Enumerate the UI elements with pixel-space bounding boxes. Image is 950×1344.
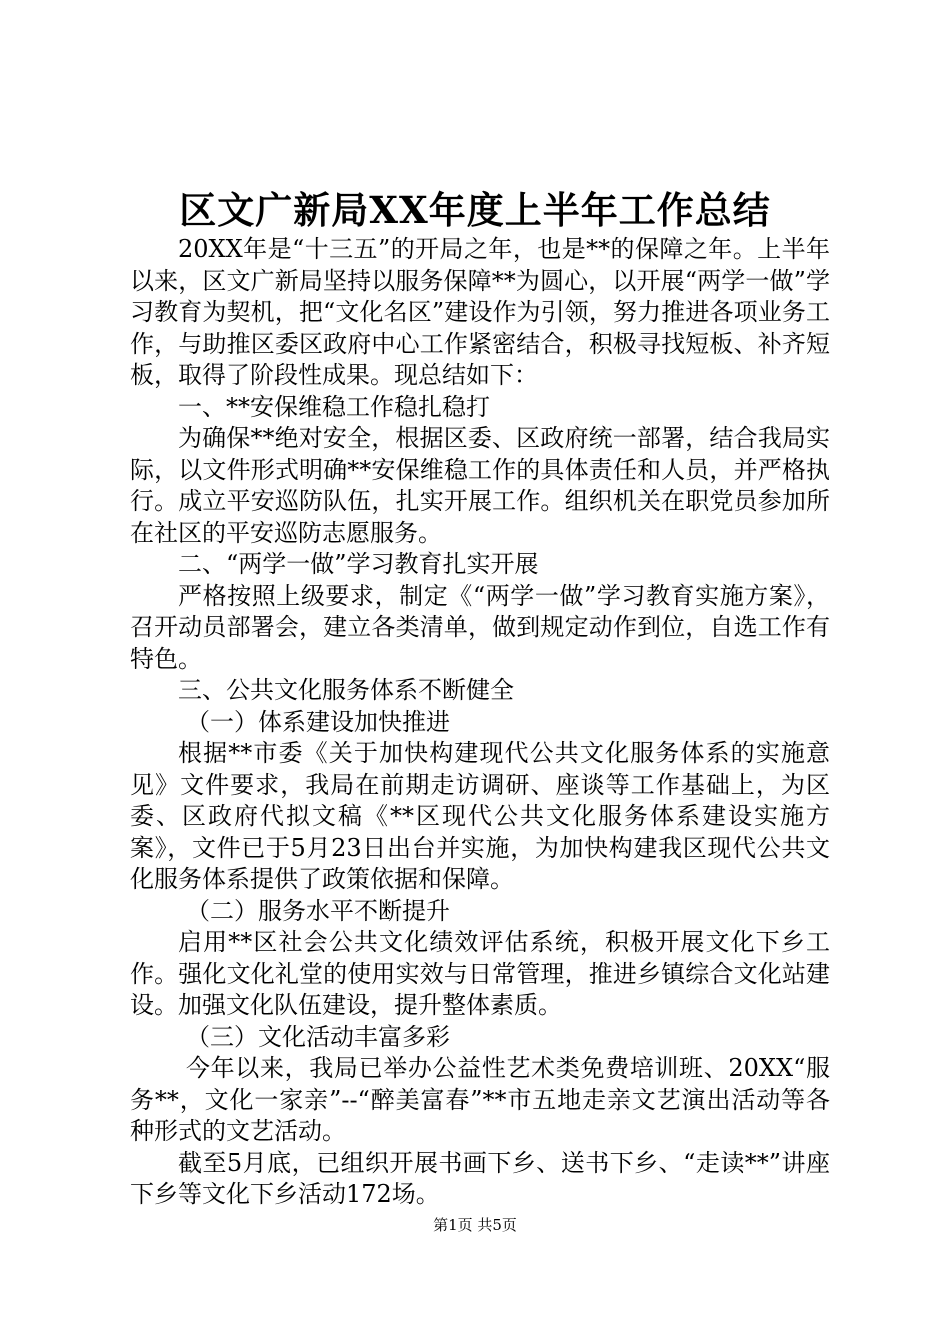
document-title: 区文广新局XX年度上半年工作总结	[179, 188, 771, 232]
subsection-3-paragraph-2: 截至5月底，已组织开展书画下乡、送书下乡、“走读**”讲座下乡等文化下乡活动172场。	[130, 1148, 830, 1208]
subsection-1-paragraph: 根据**市委《关于加快构建现代公共文化服务体系的实施意见》文件要求，我局在前期走访调研、座谈等工作基础上，为区委、区政府代拟文稿《**区现代公共文化服务体系建设实施方案》，文件已于5月23日出台并实施，为加快构建我区现代公共文化服务体系提供了政策依据和保障。	[130, 739, 830, 893]
subsection-heading-2: （二）服务水平不断提升	[186, 896, 450, 925]
section-2-paragraph: 严格按照上级要求，制定《“两学一做”学习教育实施方案》，召开动员部署会，建立各类清单，做到规定动作到位，自选工作有特色。	[130, 581, 830, 673]
subsection-heading-3: （三）文化活动丰富多彩	[186, 1022, 450, 1051]
section-1-paragraph: 为确保**绝对安全，根据区委、区政府统一部署，结合我局实际，以文件形式明确**安保维稳工作的具体责任和人员，并严格执行。成立平安巡防队伍，扎实开展工作。组织机关在职党员参加所在社区的平安巡防志愿服务。	[130, 424, 830, 547]
page-footer: 第1页 共5页	[433, 1216, 517, 1234]
subsection-heading-1: （一）体系建设加快推进	[186, 707, 450, 736]
document-body	[130, 234, 830, 1211]
section-heading-1: 一、**安保维稳工作稳扎稳打	[178, 392, 490, 421]
section-heading-2: 二、“两学一做”学习教育扎实开展	[178, 550, 539, 578]
section-heading-3: 三、公共文化服务体系不断健全	[178, 676, 514, 704]
intro-paragraph: 20XX年是“十三五”的开局之年，也是**的保障之年。上半年以来，区文广新局坚持以服务保障**为圆心，以开展“两学一做”学习教育为契机，把“文化名区”建设作为引领，努力推进各项业务工作，与助推区委区政府中心工作紧密结合，积极寻找短板、补齐短板，取得了阶段性成果。现总结如下：	[130, 235, 830, 389]
subsection-2-paragraph: 启用**区社会公共文化绩效评估系统，积极开展文化下乡工作。强化文化礼堂的使用实效与日常管理，推进乡镇综合文化站建设。加强文化队伍建设，提升整体素质。	[130, 928, 830, 1019]
subsection-3-paragraph: 今年以来，我局已举办公益性艺术类免费培训班、20XX“服务**，文化一家亲”--“醉美富春”**市五地走亲文艺演出活动等各种形式的文艺活动。	[130, 1054, 830, 1145]
